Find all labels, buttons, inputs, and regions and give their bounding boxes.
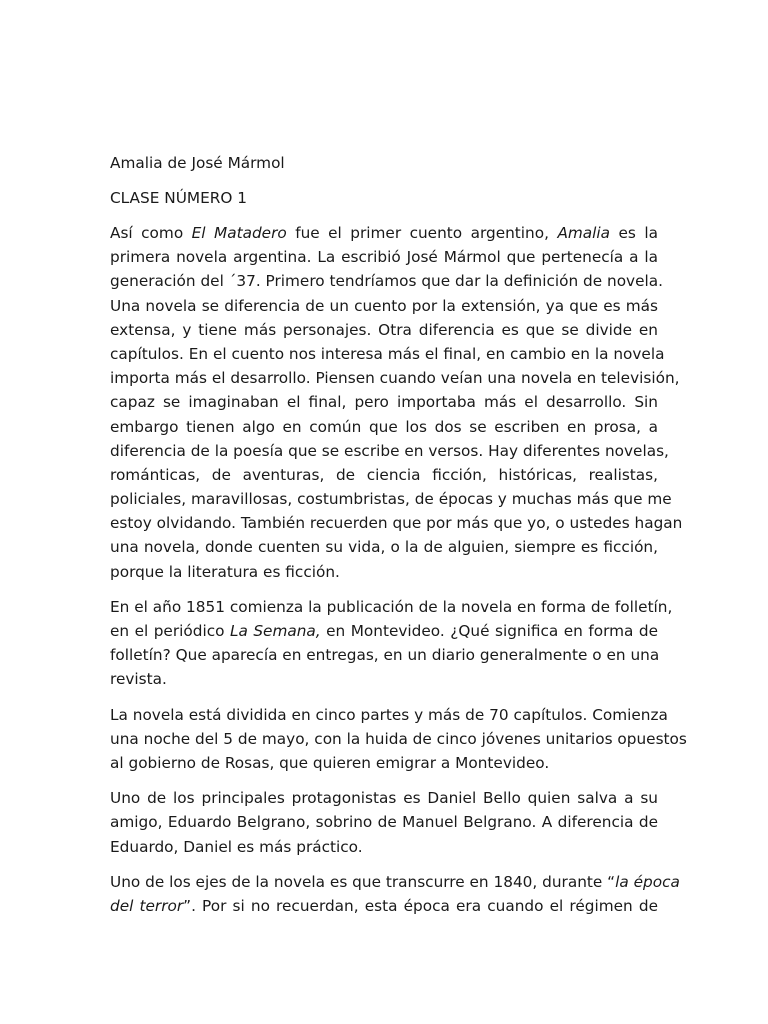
paragraph-line bbox=[110, 511, 683, 535]
document-subtitle: CLASE NÚMERO 1 bbox=[110, 189, 248, 207]
text-run: extensa, y tiene más personajes. Otra diferencia es que se divide en bbox=[110, 320, 658, 339]
paragraph bbox=[110, 703, 687, 776]
text-run: folletín? Que aparecía en entregas, en un diario generalmente o en una bbox=[110, 646, 660, 665]
text-run: revista. bbox=[110, 670, 167, 689]
text-run: Uno de los ejes de la novela es que transcurre en 1840, durante “ bbox=[110, 872, 616, 891]
text-run: Uno de los principales protagonistas es Daniel Bello quien salva a su bbox=[110, 789, 658, 808]
text-run: románticas, de aventuras, de ciencia ficción, históricas, realistas, bbox=[110, 465, 658, 484]
paragraph-line bbox=[110, 870, 680, 894]
text-run: Una novela se diferencia de un cuento por la extensión, ya que es más bbox=[110, 296, 658, 315]
document-title: Amalia de José Mármol bbox=[110, 154, 285, 172]
paragraph bbox=[110, 870, 680, 918]
paragraph bbox=[110, 221, 683, 584]
document-body bbox=[110, 151, 687, 918]
text-run: La novela está dividida en cinco partes y más de 70 capítulos. Comienza bbox=[110, 705, 668, 724]
text-run: una novela, donde cuenten su vida, o la de alguien, siempre es ficción, bbox=[110, 538, 658, 557]
paragraph-line bbox=[110, 342, 665, 366]
text-run: primera novela argentina. La escribió José Mármol que pertenecía a la bbox=[110, 248, 658, 267]
paragraph-line bbox=[110, 269, 664, 293]
paragraph-line bbox=[110, 560, 658, 584]
text-run: diferencia de la poesía que se escribe en versos. Hay diferentes novelas, bbox=[110, 441, 669, 460]
paragraph-line bbox=[110, 390, 658, 414]
text-run: embargo tienen algo en común que los dos se escriben en prosa, a bbox=[110, 417, 658, 436]
paragraph-line bbox=[110, 643, 658, 667]
text-run: policiales, maravillosas, costumbristas, de épocas y muchas más que me bbox=[110, 490, 672, 509]
paragraph-line bbox=[110, 245, 658, 269]
italic-text: El Matadero bbox=[191, 224, 287, 242]
text-run: importa más el desarrollo. Piensen cuando veían una novela en televisión, bbox=[110, 369, 680, 388]
paragraph-line bbox=[110, 535, 658, 559]
text-run: es la bbox=[610, 224, 658, 242]
paragraph-line bbox=[110, 619, 658, 643]
text-run: porque la literatura es ficción. bbox=[110, 562, 340, 581]
italic-text: Amalia bbox=[557, 224, 611, 242]
paragraph-line bbox=[110, 439, 669, 463]
text-run: estoy olvidando. También recuerden que por más que yo, o ustedes hagan bbox=[110, 514, 683, 533]
text-run: En el año 1851 comienza la publicación de la novela en forma de folletín, bbox=[110, 597, 673, 616]
paragraph-line bbox=[110, 751, 658, 775]
paragraph-line bbox=[110, 703, 668, 727]
text-run: Eduardo, Daniel es más práctico. bbox=[110, 837, 363, 856]
text-run: en el periódico bbox=[110, 622, 230, 640]
text-run: capítulos. En el cuento nos interesa más el final, en cambio en la novela bbox=[110, 344, 665, 363]
paragraph-line bbox=[110, 318, 658, 342]
paragraph-line bbox=[110, 463, 658, 487]
paragraph-line bbox=[110, 595, 673, 619]
text-run: una noche del 5 de mayo, con la huida de cinco jóvenes unitarios opuestos bbox=[110, 729, 687, 748]
italic-text: del terror bbox=[110, 896, 184, 915]
paragraph-line bbox=[110, 786, 658, 810]
paragraph-line bbox=[110, 894, 658, 918]
text-run: capaz se imaginaban el final, pero importaba más el desarrollo. Sin bbox=[110, 393, 658, 412]
text-run: al gobierno de Rosas, que quieren emigrar a Montevideo. bbox=[110, 753, 550, 772]
italic-text: la época bbox=[615, 872, 680, 891]
paragraph bbox=[110, 786, 658, 859]
paragraph-line bbox=[110, 835, 658, 859]
text-run: amigo, Eduardo Belgrano, sobrino de Manuel Belgrano. A diferencia de bbox=[110, 813, 658, 832]
paragraph-line bbox=[110, 487, 672, 511]
text-run: fue el primer cuento argentino, bbox=[286, 224, 558, 242]
text-run: generación del ´37. Primero tendríamos que dar la definición de novela. bbox=[110, 272, 664, 291]
paragraph-line bbox=[110, 667, 658, 691]
paragraph-line bbox=[110, 727, 687, 751]
paragraph-line bbox=[110, 415, 658, 439]
text-run: Así como bbox=[110, 224, 192, 242]
paragraphs-container bbox=[110, 221, 687, 918]
paragraph-line bbox=[110, 366, 680, 390]
text-run: ”. Por si no recuerdan, esta época era cuando el régimen de bbox=[183, 896, 658, 915]
paragraph-line bbox=[110, 810, 658, 834]
paragraph-line bbox=[110, 294, 658, 318]
paragraph bbox=[110, 595, 673, 692]
paragraph-line bbox=[110, 221, 658, 245]
text-run: en Montevideo. ¿Qué significa en forma de bbox=[320, 622, 658, 640]
italic-text: La Semana, bbox=[229, 622, 321, 640]
